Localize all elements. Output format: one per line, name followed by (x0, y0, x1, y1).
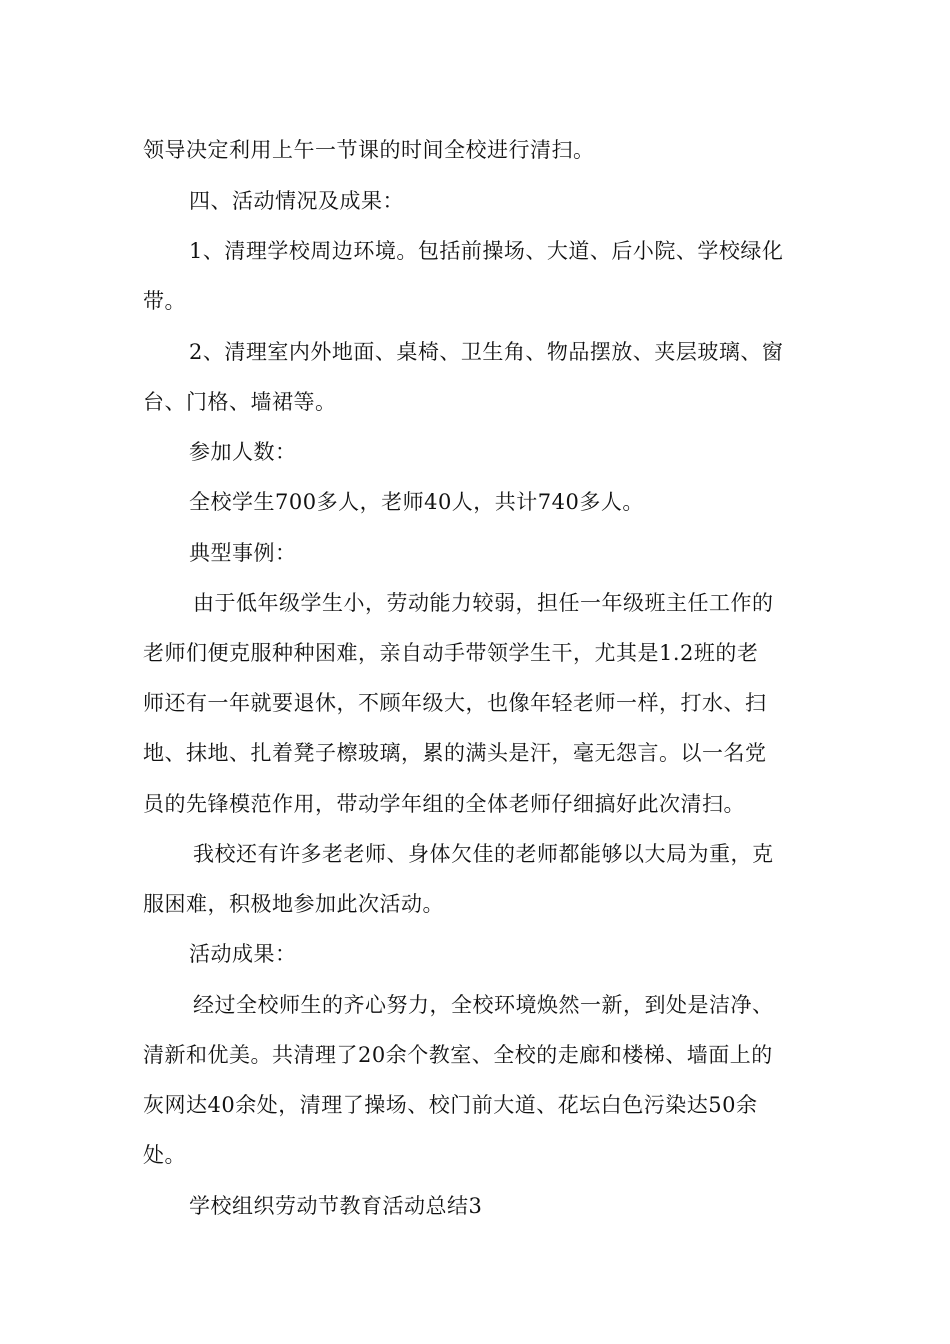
text-line: 清新和优美。共清理了20余个教室、全校的走廊和楼梯、墙面上的 (143, 1043, 773, 1067)
text-line: 老师们便克服种种困难，亲自动手带领学生干，尤其是1.2班的老 (143, 641, 759, 665)
text-line: 全校学生700多人，老师40人，共计740多人。 (189, 490, 644, 514)
text-line: 由于低年级学生小，劳动能力较弱，担任一年级班主任工作的 (193, 591, 774, 615)
section-title: 学校组织劳动节教育活动总结3 (189, 1194, 483, 1218)
text-line: 1、清理学校周边环境。包括前操场、大道、后小院、学校绿化 (189, 239, 784, 263)
text-line: 带。 (143, 289, 186, 313)
subheading: 活动成果： (189, 942, 297, 966)
section-heading: 四、活动情况及成果： (189, 189, 404, 213)
text-line: 台、门格、墙裙等。 (143, 390, 337, 414)
text-line: 2、清理室内外地面、桌椅、卫生角、物品摆放、夹层玻璃、窗 (189, 340, 784, 364)
text-line: 地、抹地、扎着凳子檫玻璃，累的满头是汗，毫无怨言。以一名党 (143, 741, 767, 765)
text-line: 经过全校师生的齐心努力，全校环境焕然一新，到处是洁净、 (193, 993, 774, 1017)
text-line: 我校还有许多老老师、身体欠佳的老师都能够以大局为重，克 (193, 842, 774, 866)
text-line: 灰网达40余处，清理了操场、校门前大道、花坛白色污染达50余 (143, 1093, 758, 1117)
subheading: 参加人数： (189, 440, 297, 464)
text-line: 服困难，积极地参加此次活动。 (143, 892, 444, 916)
text-line: 师还有一年就要退休，不顾年级大，也像年轻老师一样，打水、扫 (143, 691, 767, 715)
text-line: 员的先锋模范作用，带动学年组的全体老师仔细搞好此次清扫。 (143, 792, 745, 816)
text-line: 领导决定利用上午一节课的时间全校进行清扫。 (143, 138, 595, 162)
text-line: 处。 (143, 1143, 186, 1167)
subheading: 典型事例： (189, 541, 297, 565)
